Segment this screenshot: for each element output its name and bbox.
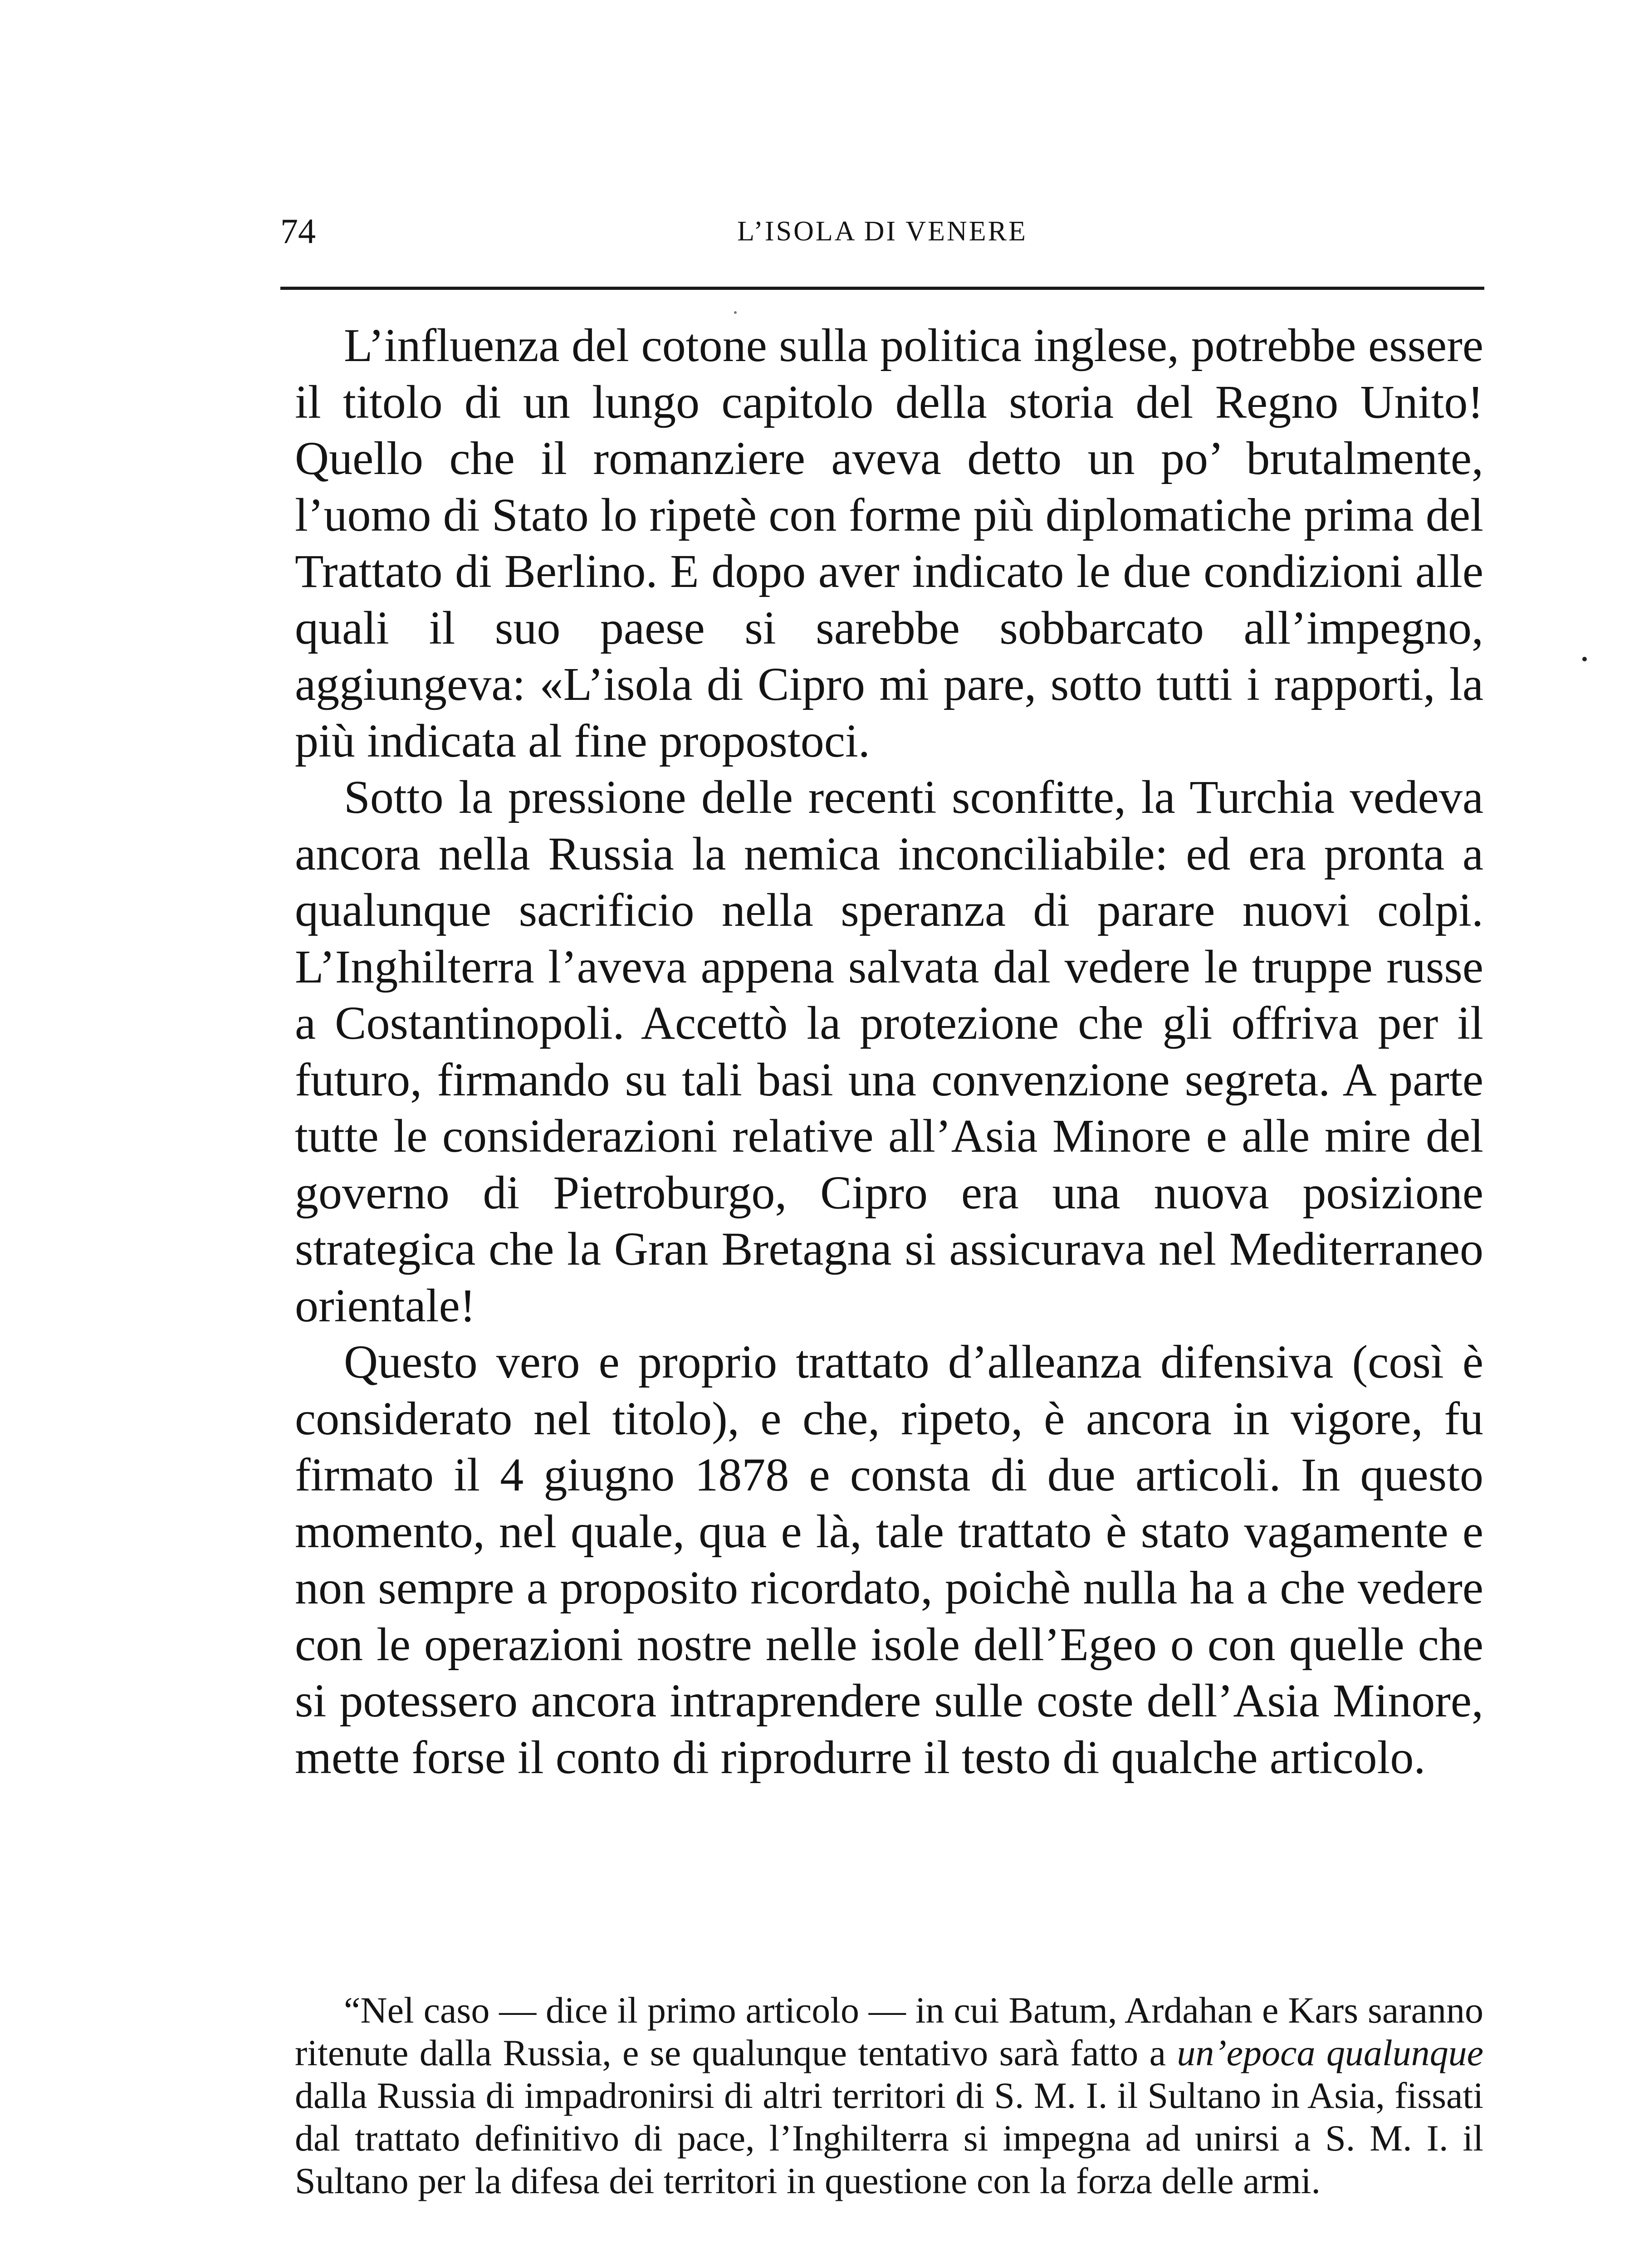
footnote-text-end: dalla Russia di impadronirsi di altri territori di S. M. I. il Sultano in Asia, fissati dal trattato definitivo di pace, l’Inghilterra si impegna ad unirsi a S. M. I. il Sultano per la difesa dei territori in questione con la forza delle armi. <box>295 2075 1483 2201</box>
footnote <box>295 1989 1483 2202</box>
paragraph-1: L’influenza del cotone sulla politica inglese, potrebbe essere il titolo di un lungo capitolo della storia del Regno Unito! Quello che il romanziere aveva detto un po’ brutalmente, l’uomo di Stato lo ripetè con forme più diplomatiche prima del Trattato di Berlino. E dopo aver indicato le due condizioni alle quali il suo paese si sarebbe sobbarcato all’impegno, aggiungeva: «L’isola di Cipro mi pare, sotto tutti i rapporti, la più indicata al fine propostoci. <box>295 319 1483 767</box>
page-number: 74 <box>280 211 316 251</box>
scan-speck <box>734 311 737 314</box>
body-text <box>295 318 1483 1786</box>
paragraph-2: Sotto la pressione delle recenti sconfitte, la Turchia vedeva ancora nella Russia la nemica inconciliabile: ed era pronta a qualunque sacrificio nella speranza di parare nuovi colpi. L’Inghilterra l’aveva appena salvata dal vedere le truppe russe a Costantinopoli. Accettò la protezione che gli offriva per il futuro, firmando su tali basi una convenzione segreta. A parte tutte le considerazioni relative all’Asia Minore e alle mire del governo di Pietroburgo, Cipro era una nuova posizione strategica che la Gran Bretagna si assicurava nel Mediterraneo orientale! <box>295 771 1483 1332</box>
header-rule <box>280 287 1484 290</box>
paragraph-3: Questo vero e proprio trattato d’alleanza difensiva (così è considerato nel titolo), e che, ripeto, è ancora in vigore, fu firmato il 4 giugno 1878 e consta di due articoli. In questo momento, nel quale, qua e là, tale trattato è stato vagamente e non sempre a proposito ricordato, poichè nulla ha a che vedere con le operazioni nostre nelle isole dell’Egeo o con quelle che si potessero ancora intraprendere sulle coste dell’Asia Minore, mette forse il conto di riprodurre il testo di qualche articolo. <box>295 1336 1483 1784</box>
footnote-text-start: “Nel caso — dice il primo articolo — in cui Batum, Ardahan e Kars saranno ritenute dalla Russia, e se qualunque tentativo sarà fatto a <box>295 1989 1483 2073</box>
running-title: L’ISOLA DI VENERE <box>737 216 1027 247</box>
scan-speck <box>1582 657 1587 661</box>
footnote-italic-phrase: un’epoca qualunque <box>1177 2032 1484 2073</box>
footnote-text <box>295 1989 1483 2202</box>
page-header <box>280 206 1484 256</box>
